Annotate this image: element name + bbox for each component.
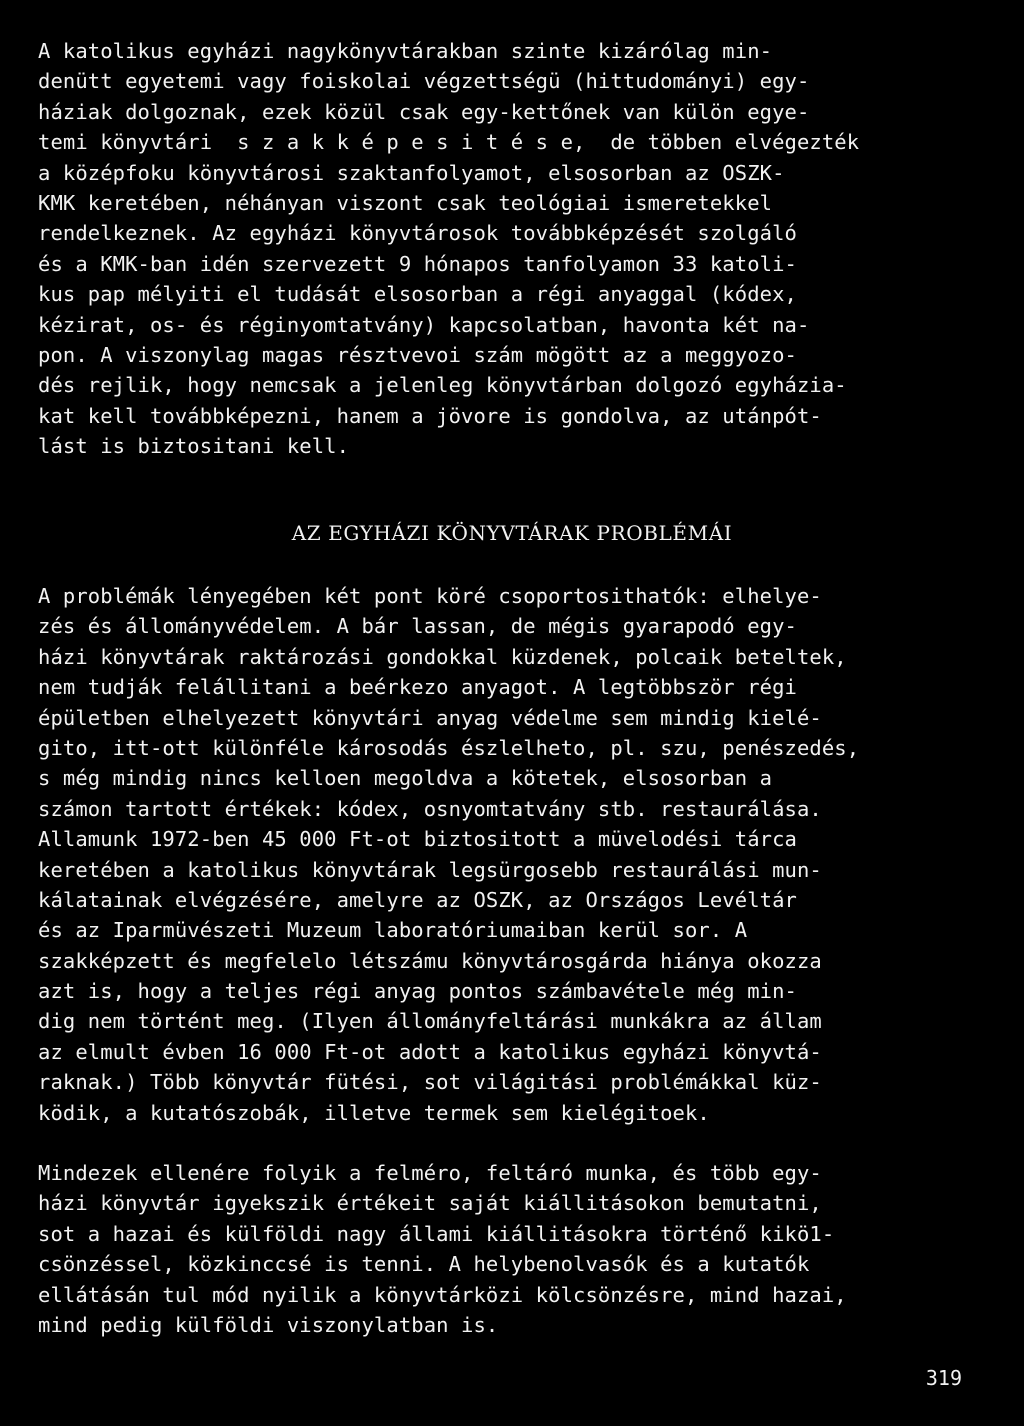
text-line: az elmult évben 16 000 Ft-ot adott a katolikus egyházi könyvtá- xyxy=(38,1039,822,1064)
page-number: 319 xyxy=(925,1366,962,1390)
text-line: keretében a katolikus könyvtárak legsürgosebb restaurálási mun- xyxy=(38,857,822,882)
text-line: s még mindig nincs kelloen megoldva a kötetek, elsosorban a xyxy=(38,766,773,791)
text-line: ellátásán tul mód nyilik a könyvtárközi kölcsönzésre, mind hazai, xyxy=(38,1282,847,1307)
paragraph-problems xyxy=(38,581,998,1128)
text-line: pon. A viszonylag magas résztvevoi szám mögött az a meggyozo- xyxy=(38,342,797,367)
text-line: kálatainak elvégzésére, amelyre az OSZK, az Országos Levéltár xyxy=(38,887,797,912)
text-line: A problémák lényegében két pont köré csoportosithatók: elhelye- xyxy=(38,584,822,608)
text-line: raknak.) Több könyvtár fütési, sot világitási problémákkal küz- xyxy=(38,1070,822,1095)
text-line: zés és állományvédelem. A bár lassan, de mégis gyarapodó egy- xyxy=(38,614,797,639)
text-line: dés rejlik, hogy nemcsak a jelenleg könyvtárban dolgozó egyházia- xyxy=(38,373,847,398)
text-line: csönzéssel, közkinccsé is tenni. A helybenolvasók és a kutatók xyxy=(38,1252,810,1277)
text-line: szakképzett és megfelelo létszámu könyvtárosgárda hiánya okozza xyxy=(38,948,822,973)
paragraph-intro xyxy=(38,36,998,461)
text-line: rendelkeznek. Az egyházi könyvtárosok továbbképzését szolgáló xyxy=(38,221,797,246)
text-line: lást is biztositani kell. xyxy=(38,434,350,459)
text-line: KMK keretében, néhányan viszont csak teológiai ismeretekkel xyxy=(38,190,773,215)
text-line: Mindezek ellenére folyik a felméro, feltáró munka, és több egy- xyxy=(38,1161,822,1185)
section-heading: AZ EGYHÁZI KÖNYVTÁRAK PROBLÉMÁI xyxy=(291,521,733,545)
text-line: épületben elhelyezett könyvtári anyag védelme sem mindig kielé- xyxy=(38,705,822,730)
text-line: és a KMK-ban idén szervezett 9 hónapos tanfolyamon 33 katoli- xyxy=(38,251,797,276)
text-line: mind pedig külföldi viszonylatban is. xyxy=(38,1312,499,1337)
text-line: Allamunk 1972-ben 45 000 Ft-ot biztositott a müvelodési tárca xyxy=(38,827,797,852)
text-line: és az Iparmüvészeti Muzeum laboratóriumaiban kerül sor. A xyxy=(38,918,748,943)
text-line: temi könyvtári s z a k k é p e s i t é s e, de többen elvégezték xyxy=(38,130,860,155)
paragraph-conclusion xyxy=(38,1158,998,1340)
text-line: nem tudják felállitani a beérkezo anyagot. A legtöbbször régi xyxy=(38,675,797,700)
text-line: sot a hazai és külföldi nagy állami kiállitásokra történő kikö1- xyxy=(38,1221,835,1246)
text-line: számon tartott értékek: kódex, osnyomtatvány stb. restaurálása. xyxy=(38,796,822,821)
text-line: kézirat, os- és réginyomtatvány) kapcsolatban, havonta két na- xyxy=(38,312,810,337)
text-line: A katolikus egyházi nagykönyvtárakban szinte kizárólag min- xyxy=(38,39,773,63)
text-line: háziak dolgoznak, ezek közül csak egy-kettőnek van külön egye- xyxy=(38,99,810,124)
text-line: azt is, hogy a teljes régi anyag pontos számbavétele még min- xyxy=(38,979,797,1004)
text-line: dig nem történt meg. (Ilyen állományfeltárási munkákra az állam xyxy=(38,1009,822,1034)
text-line: házi könyvtár igyekszik értékeit saját kiállitásokon bemutatni, xyxy=(38,1191,822,1216)
text-line: denütt egyetemi vagy foiskolai végzettségü (hittudományi) egy- xyxy=(38,69,810,94)
text-line: a középfoku könyvtárosi szaktanfolyamot, elsosorban az OSZK- xyxy=(38,160,785,185)
text-line: ködik, a kutatószobák, illetve termek sem kielégitoek. xyxy=(38,1100,710,1125)
text-line: házi könyvtárak raktározási gondokkal küzdenek, polcaik beteltek, xyxy=(38,644,847,669)
text-line: kus pap mélyiti el tudását elsosorban a régi anyaggal (kódex, xyxy=(38,282,797,307)
text-line: gito, itt-ott különféle károsodás észlelheto, pl. szu, penészedés, xyxy=(38,735,860,760)
text-line: kat kell továbbképezni, hanem a jövore is gondolva, az utánpót- xyxy=(38,403,822,428)
